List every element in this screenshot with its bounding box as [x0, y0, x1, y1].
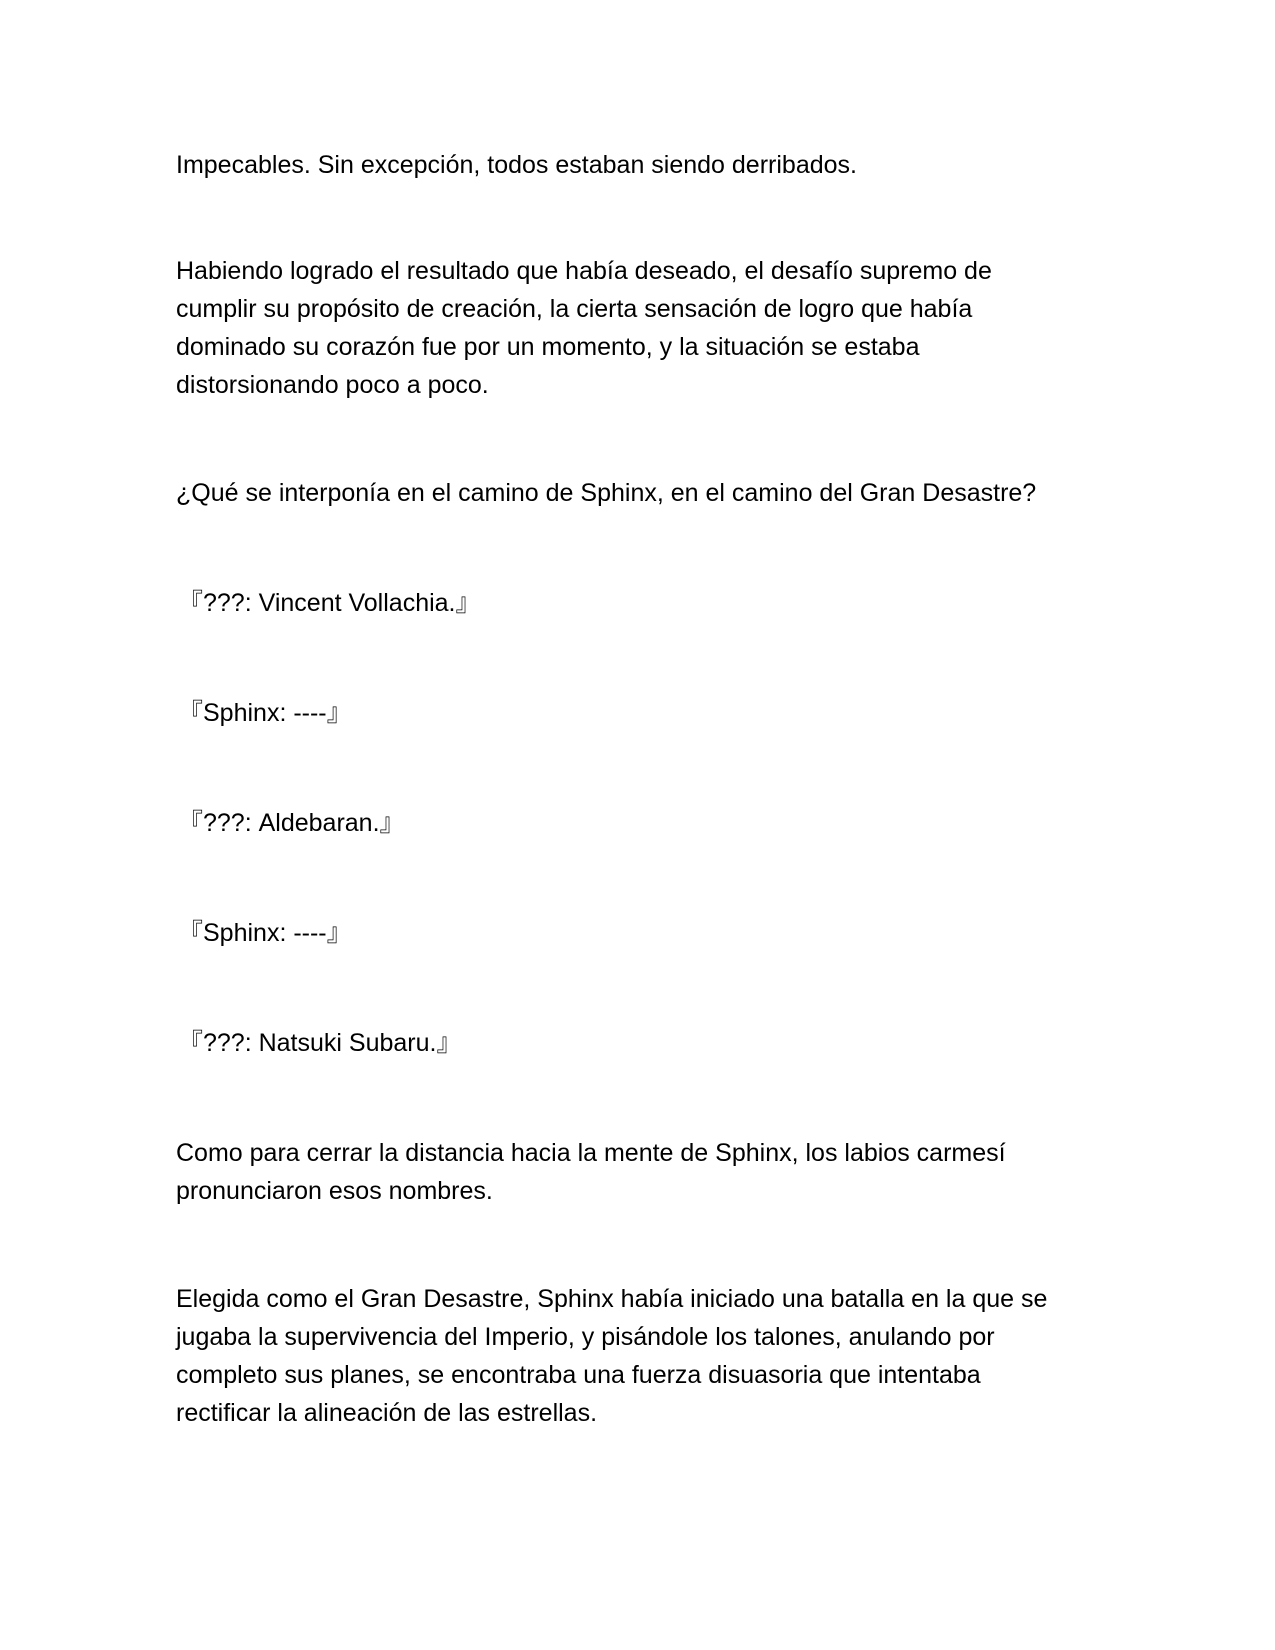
paragraph-2-line-3: dominado su corazón fue por un momento, y la situación se estaba	[176, 333, 920, 361]
dialogue-line-sphinx-2: 『Sphinx: ----』	[178, 919, 352, 947]
paragraph-3-line-1: ¿Qué se interponía en el camino de Sphinx, en el camino del Gran Desastre?	[176, 479, 1037, 507]
dialogue-line-subaru: 『???: Natsuki Subaru.』	[178, 1029, 462, 1057]
paragraph-4-line-1: Como para cerrar la distancia hacia la mente de Sphinx, los labios carmesí	[176, 1139, 1006, 1167]
paragraph-5-line-1: Elegida como el Gran Desastre, Sphinx había iniciado una batalla en la que se	[176, 1285, 1048, 1313]
paragraph-2-line-1: Habiendo logrado el resultado que había deseado, el desafío supremo de	[176, 257, 992, 285]
paragraph-5-line-4: rectificar la alineación de las estrellas.	[176, 1399, 598, 1427]
paragraph-1-line-1: Impecables. Sin excepción, todos estaban siendo derribados.	[176, 151, 857, 179]
paragraph-5-line-2: jugaba la supervivencia del Imperio, y pisándole los talones, anulando por	[176, 1323, 995, 1351]
paragraph-2-line-4: distorsionando poco a poco.	[176, 371, 489, 399]
paragraph-5-line-3: completo sus planes, se encontraba una fuerza disuasoria que intentaba	[176, 1361, 981, 1389]
dialogue-line-vincent: 『???: Vincent Vollachia.』	[178, 589, 481, 617]
paragraph-4-line-2: pronunciaron esos nombres.	[176, 1177, 493, 1205]
dialogue-line-aldebaran: 『???: Aldebaran.』	[178, 809, 405, 837]
paragraph-2-line-2: cumplir su propósito de creación, la cierta sensación de logro que había	[176, 295, 973, 323]
dialogue-line-sphinx-1: 『Sphinx: ----』	[178, 699, 352, 727]
